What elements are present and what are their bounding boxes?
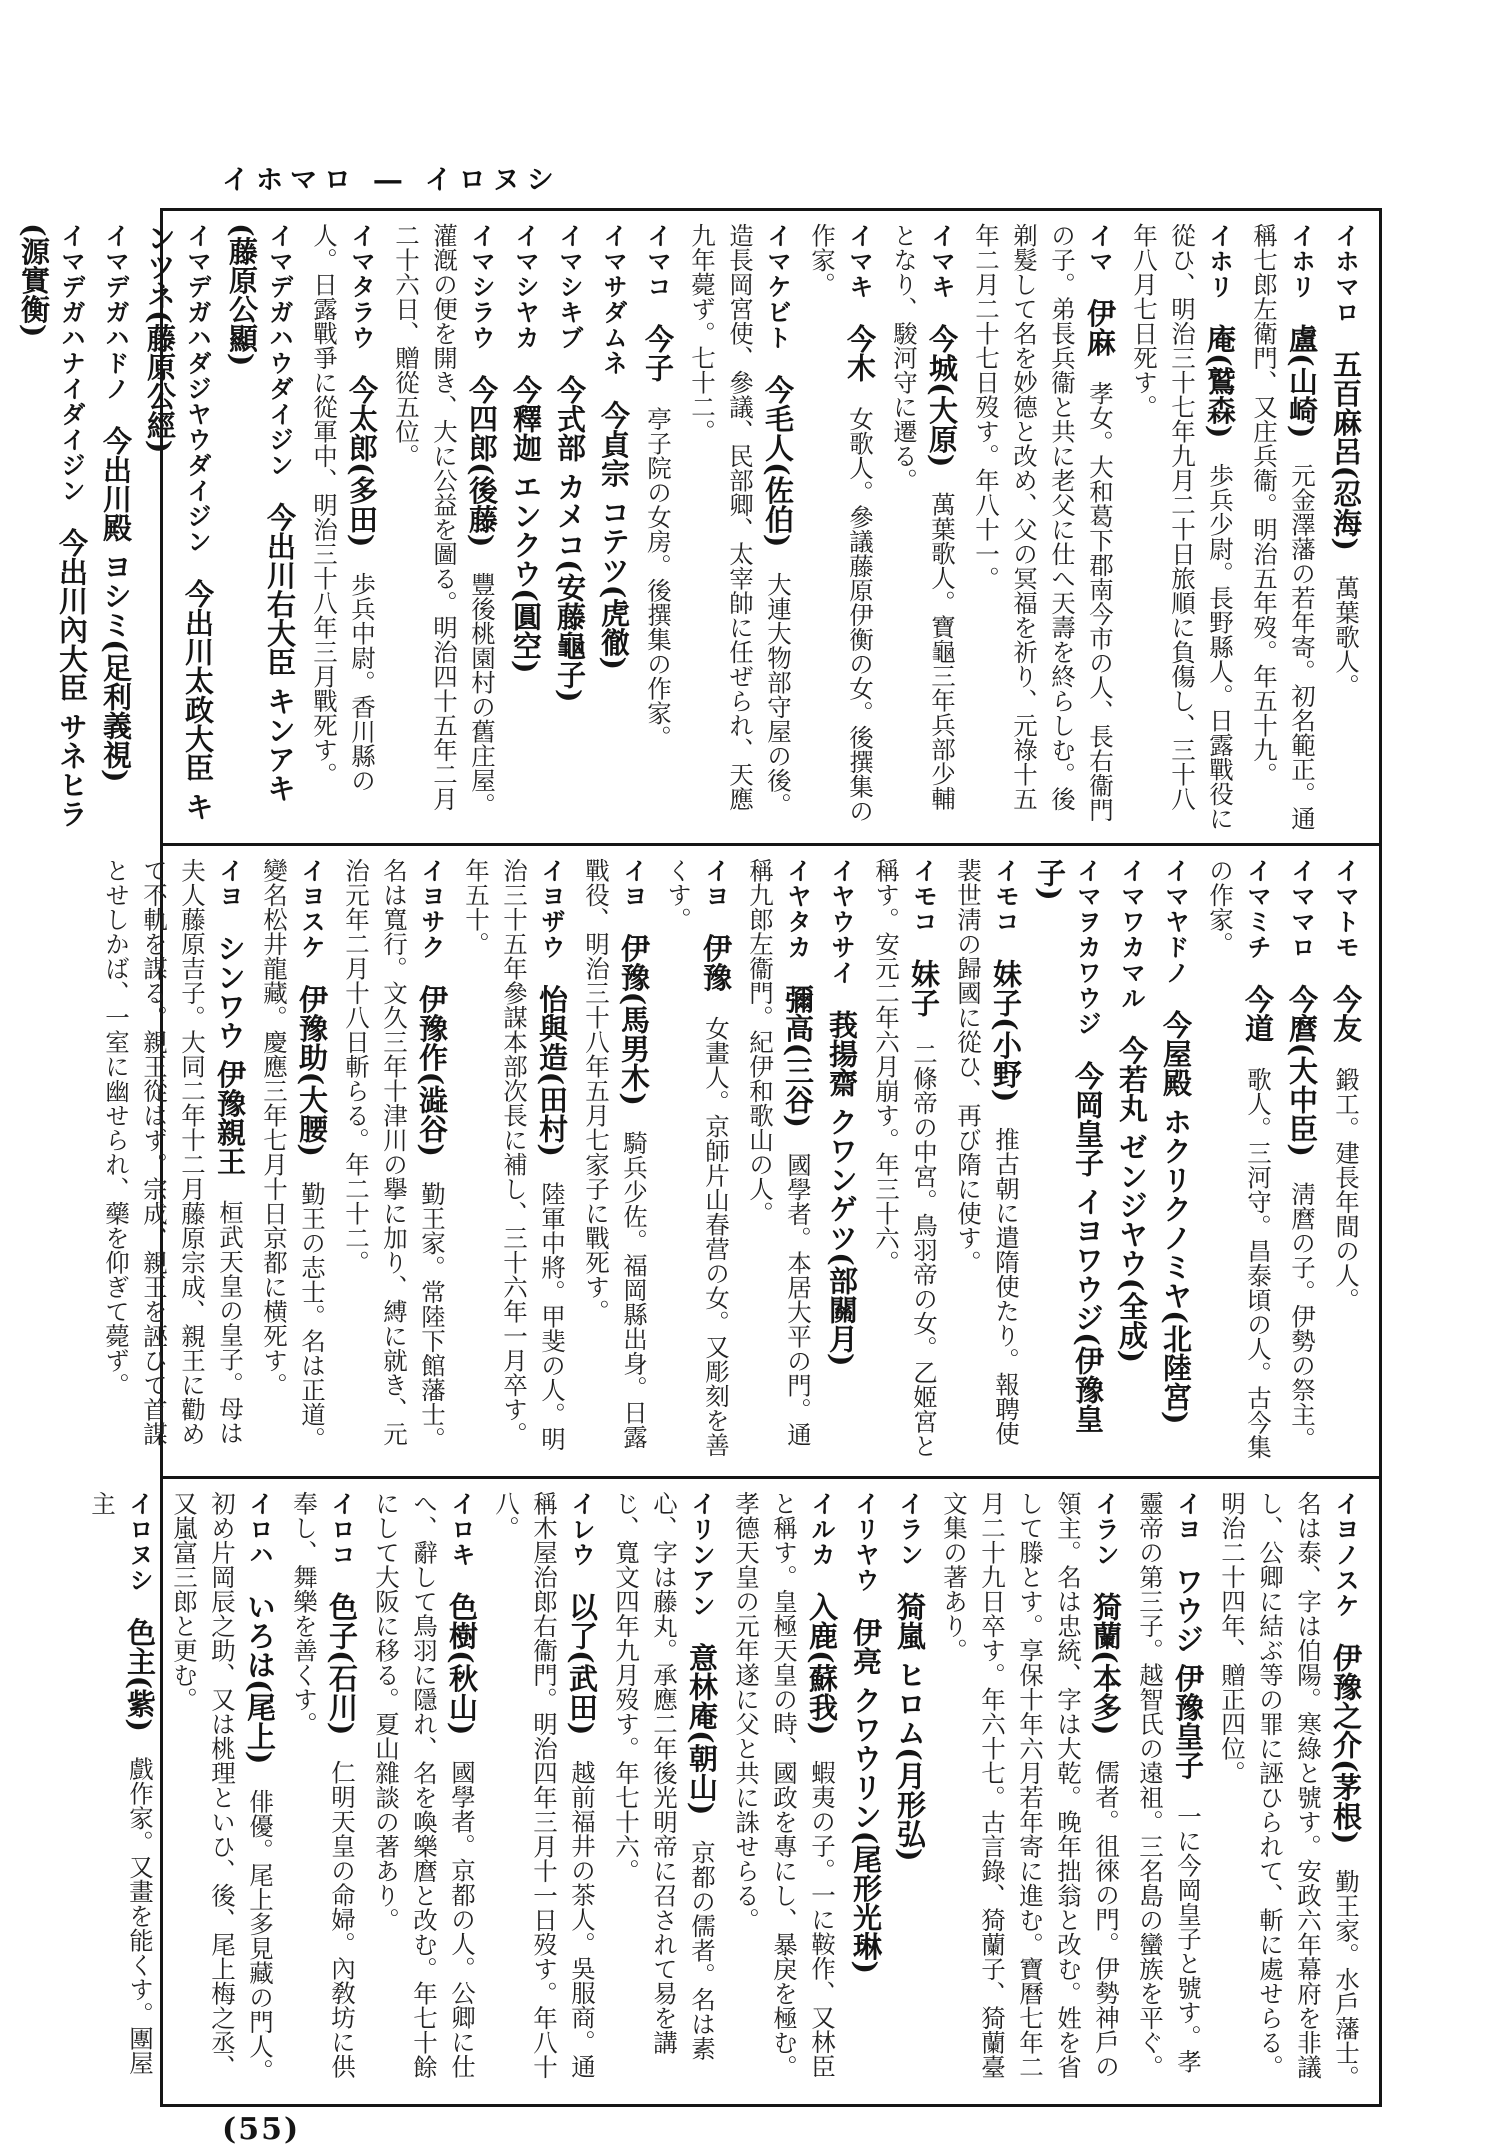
dictionary-entry — [1327, 858, 1365, 1466]
entry-kana: イラン — [896, 1491, 925, 1568]
dictionary-entry — [659, 858, 735, 1466]
entry-description: 萬葉歌人。 — [1332, 575, 1361, 698]
dictionary-entry — [1213, 1491, 1365, 2094]
dictionary-entry — [337, 858, 451, 1466]
dictionary-entry — [507, 223, 545, 833]
entry-name: 意林庵(朝山) — [685, 1643, 719, 1816]
page-header: イホマロ ― イロヌシ — [222, 165, 561, 196]
dictionary-entry — [1201, 858, 1277, 1466]
dictionary-entry — [741, 858, 817, 1466]
entry-name: 伊豫之介(茅根) — [1329, 1643, 1363, 1845]
dictionary-entry — [949, 858, 1025, 1466]
entry-kana: イロコ — [328, 1491, 357, 1568]
dictionary-entry — [551, 223, 589, 833]
entry-name: 伊豫作(澁谷) — [415, 984, 449, 1157]
entry-description: 桓武天皇の皇子。母は夫人藤原吉子。大同二年十二月藤原宗成、親王に勸めて不軌を謀る。親王從はず。宗成、親王を誣ひて首謀とせしかば、一室に幽せられ、藥を仰ぎて薨ず。 — [102, 858, 245, 1446]
entry-kana: イマ — [1086, 223, 1115, 274]
dictionary-entry — [823, 858, 861, 1466]
entry-kana: イヤタカ — [784, 858, 813, 960]
dictionary-entry — [1283, 858, 1321, 1466]
entry-description: 一に今岡皇子と號す。孝靈帝の第三子。越智氏の遠祖。三名島の蠻族を平ぐ。 — [1136, 1491, 1203, 2079]
entry-name: いろは(尾上) — [243, 1592, 277, 1765]
entry-name: 今出川太政大臣 キンツネ(藤原公經) — [143, 223, 215, 822]
entry-name: 今友 — [1329, 984, 1363, 1043]
dictionary-entry — [255, 858, 331, 1466]
entry-kana: イホリ — [1288, 223, 1317, 300]
entry-name: 伊麻 — [1083, 298, 1117, 357]
entry-kana: イロハ — [246, 1491, 275, 1568]
entry-description: 孝女。大和葛下郡南今市の人、長右衞門の子。弟長兵衞と共に老父に仕へ天壽を終らしむ。後剃髮して名を妙德と改め、父の冥福を祈り、元祿十五年二月二十七日歿す。年八十一。 — [972, 223, 1115, 822]
entry-description: 元金澤藩の若年寄。初名範正。通稱七郎左衛門、又庄兵衞。明治五年歿。年五十九。 — [1250, 223, 1317, 831]
entry-description: 歩兵中尉。香川縣の人。日露戰爭に從軍中、明治三十八年三月戰死す。 — [310, 223, 377, 793]
entry-name: 今式部 カメコ(安藤龜子) — [553, 375, 587, 703]
dictionary-entry — [285, 1491, 361, 2094]
dictionary-entry — [803, 223, 879, 833]
entry-name: 入鹿(蘇我) — [805, 1592, 839, 1736]
entry-name: 今若丸 ゼンジヤウ(全成) — [1115, 1035, 1149, 1364]
entry-name: 今貞宗 コテツ(虎徹) — [597, 400, 631, 671]
entry-name: 今毛人(佐伯) — [761, 375, 795, 548]
entry-kana: イヨスケ — [298, 858, 327, 960]
dictionary-entry — [727, 1491, 841, 2094]
entry-name: 今太郎(多田) — [345, 375, 379, 548]
entry-kana: イマシヤカ — [512, 223, 541, 351]
entry-kana: イマタラウ — [348, 223, 377, 351]
entry-kana: イロキ — [448, 1491, 477, 1568]
tier-bottom — [88, 1476, 1379, 2104]
dictionary-entry — [1131, 1491, 1207, 2094]
entry-name: 五百麻呂(忍海) — [1329, 349, 1363, 551]
dictionary-entry — [83, 1491, 159, 2094]
entry-description: 淸麿の子。伊勢の祭主。 — [1288, 1181, 1317, 1451]
entry-name: 伊豫 — [699, 933, 733, 992]
dictionary-entry — [1245, 223, 1321, 833]
entry-name: 彌高(三谷) — [781, 984, 815, 1128]
dictionary-entry — [387, 223, 501, 833]
dictionary-entry — [577, 858, 653, 1466]
entry-kana: イマキ — [846, 223, 875, 300]
entry-kana: イマキ — [928, 223, 957, 300]
dictionary-entry — [97, 858, 249, 1466]
entry-name: 今麿(大中臣) — [1285, 984, 1319, 1157]
entry-kana: イホマロ — [1332, 223, 1361, 325]
dictionary-entry — [935, 1491, 1125, 2094]
entry-kana: イヨ — [620, 858, 649, 909]
dictionary-entry — [607, 1491, 721, 2094]
dictionary-entry — [305, 223, 381, 833]
entry-description: 勤王家。常陸下館藩士。名は寬行。文久三年十津川の擧に加り、縛に就き、元治元年二月十八日斬らる。年二十二。 — [342, 858, 447, 1451]
entry-name: 今岡皇子 イヨワウジ(伊豫皇子) — [1033, 858, 1105, 1433]
dictionary-entry — [141, 223, 217, 833]
entry-name: 伊豫助(大腰) — [295, 984, 329, 1157]
entry-kana: イヨ — [702, 858, 731, 909]
entry-name: 今屋殿 ホクリクノミヤ(北陸宮) — [1159, 1010, 1193, 1425]
entry-description: 亭子院の女房。後撰集の作家。 — [644, 406, 673, 750]
entry-name: 庵(鷲森) — [1203, 324, 1237, 439]
entry-name: 猗蘭(本多) — [1089, 1592, 1123, 1736]
entry-name: 今道 — [1241, 984, 1275, 1043]
entry-kana: イマデガハナイダイジン — [58, 223, 87, 504]
entry-kana: イマデガハウダイジン — [266, 223, 295, 478]
dictionary-entry — [683, 223, 797, 833]
entry-name: 今四郎(後藤) — [465, 375, 499, 548]
dictionary-entry — [967, 223, 1119, 833]
entry-kana: イマサダムネ — [600, 223, 629, 376]
entry-description: 陸軍中將。甲斐の人。明治三十五年參謀本部次長に補し、三十六年一月卒す。年五十。 — [462, 858, 567, 1451]
entry-name: 色子(石川) — [325, 1592, 359, 1736]
dictionary-entry — [223, 223, 299, 833]
dictionary-entry — [165, 1491, 279, 2094]
entry-kana: イレウ — [568, 1491, 597, 1568]
entry-name: 今子 — [641, 324, 675, 382]
dictionary-entry — [15, 223, 91, 833]
entry-description: 女歌人。參議藤原伊衡の女。後撰集の作家。 — [808, 223, 875, 823]
dictionary-entry — [639, 223, 677, 833]
entry-description: 國學者。本居大平の門。通稱九郎左衞門。紀伊和歌山の人。 — [746, 858, 813, 1447]
entry-name: 妹子(小野) — [989, 959, 1023, 1103]
entry-name: 以了(武田) — [565, 1592, 599, 1736]
dictionary-entry — [1125, 223, 1239, 833]
entry-description: 俳優。尾上多見藏の門人。初め片岡辰之助、又は桃理といひ、後、尾上梅之丞、又嵐富三郎と更む。 — [170, 1491, 275, 2083]
entry-kana: イルカ — [808, 1491, 837, 1568]
dictionary-entry — [367, 1491, 481, 2094]
dictionary-entry — [1031, 858, 1107, 1466]
dictionary-entry — [487, 1491, 601, 2094]
entry-name: 怡與造(田村) — [535, 984, 569, 1157]
entry-name: 色主(紫) — [123, 1617, 157, 1732]
entry-name: 今出川殿 ヨシミ(足利義視) — [99, 426, 133, 783]
dictionary-entry — [1157, 858, 1195, 1466]
tier-middle — [102, 843, 1379, 1476]
entry-kana: イラン — [1092, 1491, 1121, 1568]
entry-name: 今釋迦 エンクウ(圓空) — [509, 375, 543, 674]
entry-kana: イマシキブ — [556, 223, 585, 351]
entry-name: 伊豫(馬男木) — [617, 933, 651, 1106]
entry-description: 京都の儒者。名は素心、字は藤丸。承應二年後光明帝に召されて易を講じ、寬文四年九月歿す。年七十六。 — [612, 1491, 717, 2061]
dictionary-entry — [595, 223, 633, 833]
entry-name: 妹子 — [907, 959, 941, 1017]
entry-kana: イマヤドノ — [1162, 858, 1191, 986]
entry-kana: イマコ — [644, 223, 673, 300]
entry-description: 鍛工。建長年間の人。 — [1332, 1067, 1361, 1312]
entry-name: 盧(山崎) — [1285, 324, 1319, 439]
entry-description: 歩兵少尉。長野縣人。日露戰役に從ひ、明治三十七年九月二十日旅順に負傷し、三十八年八月七日死す。 — [1130, 223, 1235, 831]
page-number: (55) — [222, 2112, 301, 2147]
entry-kana: イロヌシ — [126, 1491, 155, 1593]
entry-description: 騎兵少佐。福岡縣出身。日露戰役、明治三十八年五月七家子に戰死す。 — [582, 858, 649, 1449]
entry-description: 萬葉歌人。寶龜三年兵部少輔となり、駿河守に遷る。 — [890, 223, 957, 811]
dictionary-entry — [885, 223, 961, 833]
dictionary-entry — [867, 858, 943, 1466]
entry-name: 伊亮 クワウリン(尾形光琳) — [849, 1617, 883, 1975]
entry-kana: イマトモ — [1332, 858, 1361, 960]
entry-description: 二條帝の中宮。鳥羽帝の女。乙姬宮と稱す。安元二年六月崩す。年三十六。 — [872, 858, 939, 1458]
entry-name: ワウジ 伊豫皇子 — [1171, 1566, 1205, 1780]
entry-kana: イマミチ — [1244, 858, 1273, 960]
entry-kana: イママロ — [1288, 858, 1317, 960]
dictionary-entry — [97, 223, 135, 833]
entry-kana: イヨザウ — [538, 858, 567, 960]
entry-name: 色樹(秋山) — [445, 1592, 479, 1736]
entry-kana: イマシラウ — [468, 223, 497, 351]
entry-name: 莪揚齋 クワンゲツ(部關月) — [825, 1010, 859, 1367]
entry-description: 國學者。京都の人。公卿に仕へ、辭して鳥羽に隱れ、名を喚樂麿と改む。年七十餘にして大阪に移る。夏山雜談の著あり。 — [372, 1491, 477, 2079]
entry-kana: イマデガハドノ — [102, 223, 131, 402]
dictionary-entry — [1327, 223, 1365, 833]
entry-description: 越前福井の茶人。吳服商。通稱木屋治郎右衞門。明治四年三月十一日歿す。年八十八。 — [492, 1491, 597, 2079]
entry-kana: イヨ — [216, 858, 245, 909]
entry-kana: イヨノスケ — [1332, 1491, 1361, 1619]
entry-kana: イヨサク — [418, 858, 447, 960]
entry-kana: イマワカマル — [1118, 858, 1147, 1011]
entry-description: 女畫人。京師片山春营の女。又彫刻を善くす。 — [664, 858, 731, 1457]
entry-description: 歌人。三河守。昌泰頃の人。古今集の作家。 — [1206, 858, 1273, 1459]
entry-kana: イリンアン — [688, 1491, 717, 1619]
dictionary-entry — [457, 858, 571, 1466]
dictionary-frame — [17, 208, 1382, 2107]
entry-name: 今出川內大臣 サネヒラ(源實衡) — [17, 223, 89, 829]
dictionary-entry — [847, 1491, 885, 2094]
entry-name: 今城(大原) — [925, 324, 959, 468]
entry-description: 豐後桃園村の舊庄屋。灌漑の便を開き、大に公益を圖る。明治四十五年二月二十六日、贈從五位。 — [392, 223, 497, 817]
tier-top — [17, 211, 1379, 843]
entry-kana: イマヲカワウジ — [1074, 858, 1103, 1037]
entry-name: 猗嵐 ヒロム(月形弘) — [893, 1592, 927, 1862]
dictionary-entry — [891, 1491, 929, 2094]
entry-description: 仁明天皇の命婦。內敎坊に供奉し、舞樂を善くす。 — [290, 1491, 357, 2079]
entry-description: 勤王の志士。名は正道。變名松井龍藏。慶應三年七月十日京都に横死す。 — [260, 858, 327, 1451]
entry-description: 儒者。徂徠の門。伊勢神戶の領主。名は忠統、字は大乾。晚年拙翁と改む。姓を省して滕とす。享保十年六月若年寄に進む。寶曆七年二月二十九日卒す。年六十七。古言錄、猗蘭子、猗蘭臺文集の著あり。 — [940, 1491, 1121, 2079]
entry-kana: イヤウサイ — [828, 858, 857, 986]
entry-kana: イマデガハダジヤウダイジン — [184, 223, 213, 555]
entry-kana: イヨ — [1174, 1491, 1203, 1542]
entry-kana: イモコ — [910, 858, 939, 935]
entry-kana: イマケビト — [764, 223, 793, 351]
entry-description: 蝦夷の子。一に鞍作、又林臣と稱す。皇極天皇の時、國政を專にし、暴戾を極む。孝德天皇の元年遂に父と共に誅せらる。 — [732, 1491, 837, 2079]
entry-description: 戲作家。又畫を能くす。團屋主 — [88, 1491, 155, 2075]
entry-description: 勤王家。水戶藩士。名は泰、字は伯陽。寒綠と號す。安政六年幕府を非議し、公卿に結ぶ等の罪に誣ひられて、斬に處せらる。明治二十四年、贈正四位。 — [1218, 1491, 1361, 2090]
entry-kana: イリヤウ — [852, 1491, 881, 1593]
entry-name: 今出川右大臣 キンアキ(藤原公顯) — [225, 223, 297, 803]
entry-description: 推古朝に遣隋使たり。報聘使裴世淸の歸國に從ひ、再び隋に使す。 — [954, 858, 1021, 1446]
entry-name: シンワウ 伊豫親王 — [213, 933, 247, 1176]
dictionary-entry — [1113, 858, 1151, 1466]
entry-description: 大連大物部守屋の後。造長岡宮使、參議、民部卿、太宰帥に任ぜられ、天應九年薨ず。七十二。 — [688, 223, 793, 817]
entry-kana: イモコ — [992, 858, 1021, 935]
entry-kana: イホリ — [1206, 223, 1235, 300]
entry-name: 今木 — [843, 324, 877, 382]
